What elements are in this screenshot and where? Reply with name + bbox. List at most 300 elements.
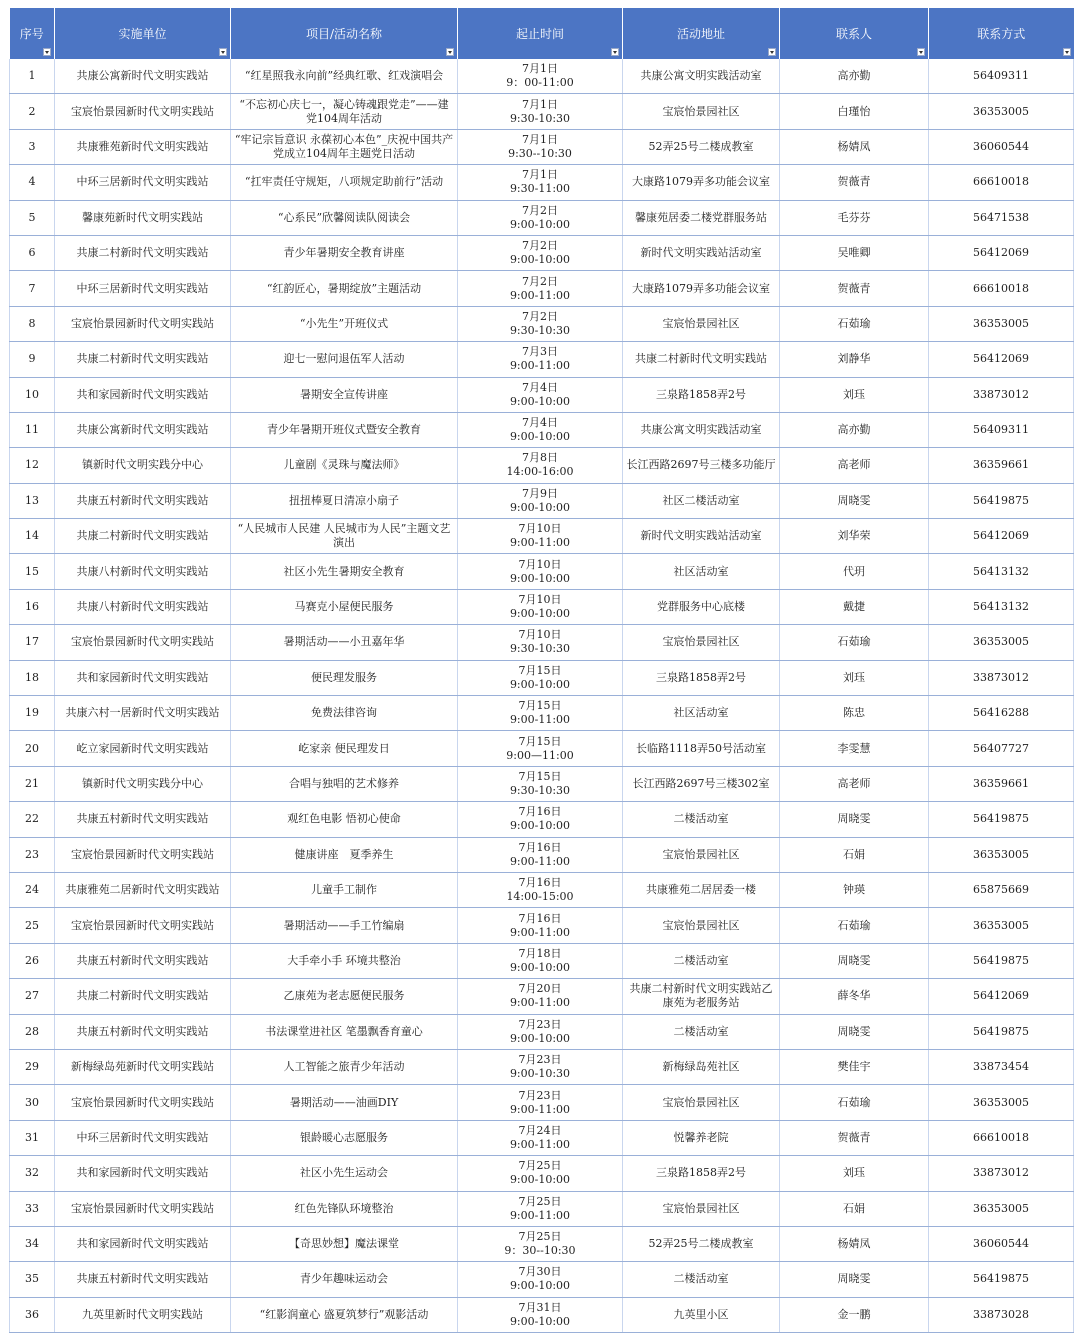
cell-time bbox=[458, 483, 623, 518]
cell-address: 新时代文明实践站活动室 bbox=[623, 235, 780, 270]
cell-contact: 毛芬芬 bbox=[780, 200, 929, 235]
cell-name: 观红色电影 悟初心使命 bbox=[231, 802, 458, 837]
cell-unit: 宝宸怡景园新时代文明实践站 bbox=[55, 306, 231, 341]
cell-phone: 56419875 bbox=[929, 802, 1074, 837]
cell-phone: 36353005 bbox=[929, 94, 1074, 129]
cell-unit: 共康五村新时代文明实践站 bbox=[55, 483, 231, 518]
cell-address: 三泉路1858弄2号 bbox=[623, 1156, 780, 1191]
cell-phone: 33873012 bbox=[929, 1156, 1074, 1191]
cell-address: 宝宸怡景园社区 bbox=[623, 908, 780, 943]
cell-no: 35 bbox=[10, 1262, 55, 1297]
table-row bbox=[10, 129, 1074, 164]
cell-date: 7月9日 bbox=[522, 486, 558, 500]
cell-time bbox=[458, 589, 623, 624]
cell-phone: 56407727 bbox=[929, 731, 1074, 766]
cell-date: 7月25日 bbox=[518, 1159, 562, 1173]
cell-time bbox=[458, 979, 623, 1014]
cell-phone: 56413132 bbox=[929, 554, 1074, 589]
cell-date: 7月23日 bbox=[518, 1017, 562, 1031]
cell-hours: 9:00-10:00 bbox=[509, 430, 571, 444]
cell-unit: 中环三居新时代文明实践站 bbox=[55, 1120, 231, 1155]
cell-date: 7月1日 bbox=[522, 97, 558, 111]
table-row bbox=[10, 377, 1074, 412]
table-row bbox=[10, 412, 1074, 447]
cell-hours: 9:00-10:00 bbox=[509, 217, 571, 231]
cell-address: 共康二村新时代文明实践站乙康苑为老服务站 bbox=[623, 979, 780, 1014]
cell-name: 社区小先生暑期安全教育 bbox=[231, 554, 458, 589]
cell-name: 暑期安全宣传讲座 bbox=[231, 377, 458, 412]
cell-contact: 石娟 bbox=[780, 837, 929, 872]
table-row bbox=[10, 837, 1074, 872]
cell-address: 宝宸怡景园社区 bbox=[623, 94, 780, 129]
cell-unit: 中环三居新时代文明实践站 bbox=[55, 165, 231, 200]
cell-date: 7月15日 bbox=[518, 663, 562, 677]
cell-time bbox=[458, 696, 623, 731]
cell-time bbox=[458, 872, 623, 907]
cell-address: 二楼活动室 bbox=[623, 1014, 780, 1049]
cell-contact: 高老师 bbox=[780, 448, 929, 483]
cell-time bbox=[458, 200, 623, 235]
cell-phone: 56419875 bbox=[929, 1014, 1074, 1049]
cell-unit: 共和家园新时代文明实践站 bbox=[55, 377, 231, 412]
cell-unit: 宝宸怡景园新时代文明实践站 bbox=[55, 94, 231, 129]
cell-contact: 高亦勤 bbox=[780, 59, 929, 94]
cell-time bbox=[458, 1120, 623, 1155]
cell-phone: 36353005 bbox=[929, 908, 1074, 943]
table-row bbox=[10, 342, 1074, 377]
cell-name: 屹家亲 便民理发日 bbox=[231, 731, 458, 766]
cell-contact: 刘静华 bbox=[780, 342, 929, 377]
cell-hours: 9:00-10:00 bbox=[509, 394, 571, 408]
table-row bbox=[10, 731, 1074, 766]
cell-time bbox=[458, 1262, 623, 1297]
cell-no: 23 bbox=[10, 837, 55, 872]
cell-no: 25 bbox=[10, 908, 55, 943]
cell-name: 扭扭棒夏日清凉小扇子 bbox=[231, 483, 458, 518]
cell-no: 11 bbox=[10, 412, 55, 447]
table-row bbox=[10, 1191, 1074, 1226]
cell-date: 7月10日 bbox=[518, 628, 562, 642]
cell-date: 7月1日 bbox=[522, 132, 558, 146]
cell-time bbox=[458, 306, 623, 341]
cell-contact: 杨婧凤 bbox=[780, 1226, 929, 1261]
cell-no: 22 bbox=[10, 802, 55, 837]
cell-contact: 代玥 bbox=[780, 554, 929, 589]
cell-phone: 36060544 bbox=[929, 1226, 1074, 1261]
table-row bbox=[10, 625, 1074, 660]
cell-no: 21 bbox=[10, 766, 55, 801]
table-row bbox=[10, 200, 1074, 235]
cell-phone: 56412069 bbox=[929, 519, 1074, 554]
cell-name: 人工智能之旅青少年活动 bbox=[231, 1049, 458, 1084]
table-row bbox=[10, 943, 1074, 978]
cell-contact: 钟瑛 bbox=[780, 872, 929, 907]
cell-hours: 14:00-15:00 bbox=[506, 890, 574, 904]
cell-contact: 李雯慧 bbox=[780, 731, 929, 766]
cell-phone: 66610018 bbox=[929, 271, 1074, 306]
cell-time bbox=[458, 377, 623, 412]
cell-name: 社区小先生运动会 bbox=[231, 1156, 458, 1191]
cell-time bbox=[458, 1085, 623, 1120]
cell-phone: 36060544 bbox=[929, 129, 1074, 164]
filter-dropdown-icon[interactable] bbox=[219, 48, 227, 56]
cell-address: 社区二楼活动室 bbox=[623, 483, 780, 518]
cell-no: 9 bbox=[10, 342, 55, 377]
header-address: 活动地址 bbox=[623, 8, 780, 59]
cell-phone: 33873454 bbox=[929, 1049, 1074, 1084]
cell-unit: 共康五村新时代文明实践站 bbox=[55, 802, 231, 837]
cell-no: 7 bbox=[10, 271, 55, 306]
cell-no: 18 bbox=[10, 660, 55, 695]
cell-hours: 9:00-11:00 bbox=[509, 854, 571, 868]
filter-dropdown-icon[interactable] bbox=[446, 48, 454, 56]
cell-address: 社区活动室 bbox=[623, 696, 780, 731]
cell-contact: 周晓雯 bbox=[780, 483, 929, 518]
table-row bbox=[10, 1262, 1074, 1297]
cell-unit: 共康六村一居新时代文明实践站 bbox=[55, 696, 231, 731]
cell-name: “小先生”开班仪式 bbox=[231, 306, 458, 341]
table-row bbox=[10, 1120, 1074, 1155]
cell-date: 7月15日 bbox=[518, 734, 562, 748]
cell-unit: 宝宸怡景园新时代文明实践站 bbox=[55, 837, 231, 872]
cell-name: 书法课堂进社区 笔墨飘香育童心 bbox=[231, 1014, 458, 1049]
cell-address: 三泉路1858弄2号 bbox=[623, 377, 780, 412]
cell-hours: 9:00-10:00 bbox=[509, 1031, 571, 1045]
cell-time bbox=[458, 625, 623, 660]
cell-name: 便民理发服务 bbox=[231, 660, 458, 695]
table-row bbox=[10, 766, 1074, 801]
cell-unit: 屹立家园新时代文明实践站 bbox=[55, 731, 231, 766]
filter-dropdown-icon[interactable] bbox=[768, 48, 776, 56]
cell-address: 共康雅苑二居居委一楼 bbox=[623, 872, 780, 907]
cell-date: 7月16日 bbox=[518, 876, 562, 890]
cell-contact: 石茹瑜 bbox=[780, 908, 929, 943]
cell-contact: 石娟 bbox=[780, 1191, 929, 1226]
table-row bbox=[10, 59, 1074, 94]
cell-date: 7月23日 bbox=[518, 1053, 562, 1067]
cell-address: 新时代文明实践站活动室 bbox=[623, 519, 780, 554]
header-time: 起止时间 bbox=[458, 8, 623, 59]
cell-name: 迎七一慰问退伍军人活动 bbox=[231, 342, 458, 377]
cell-date: 7月10日 bbox=[518, 522, 562, 536]
cell-no: 26 bbox=[10, 943, 55, 978]
cell-time bbox=[458, 342, 623, 377]
cell-time bbox=[458, 908, 623, 943]
table-row bbox=[10, 1085, 1074, 1120]
cell-date: 7月18日 bbox=[518, 946, 562, 960]
cell-time bbox=[458, 519, 623, 554]
cell-time bbox=[458, 837, 623, 872]
cell-contact: 周晓雯 bbox=[780, 802, 929, 837]
cell-unit: 共康八村新时代文明实践站 bbox=[55, 554, 231, 589]
cell-unit: 共康五村新时代文明实践站 bbox=[55, 1262, 231, 1297]
cell-hours: 9:00-11:00 bbox=[509, 1208, 571, 1222]
cell-unit: 镇新时代文明实践分中心 bbox=[55, 448, 231, 483]
cell-contact: 石茹瑜 bbox=[780, 625, 929, 660]
cell-phone: 56419875 bbox=[929, 483, 1074, 518]
cell-address: 二楼活动室 bbox=[623, 802, 780, 837]
cell-hours: 9:30-10:30 bbox=[509, 784, 571, 797]
cell-hours: 14:00-16:00 bbox=[506, 465, 574, 479]
cell-address: 长江西路2697号三楼多功能厅 bbox=[623, 448, 780, 483]
cell-contact: 杨婧凤 bbox=[780, 129, 929, 164]
cell-date: 7月4日 bbox=[522, 380, 558, 394]
cell-name: 大手牵小手 环境共整治 bbox=[231, 943, 458, 978]
cell-phone: 56416288 bbox=[929, 696, 1074, 731]
table-row bbox=[10, 94, 1074, 129]
cell-time bbox=[458, 554, 623, 589]
cell-address: 新梅绿岛苑社区 bbox=[623, 1049, 780, 1084]
cell-hours: 9:00-10:00 bbox=[509, 1279, 571, 1293]
cell-unit: 共康公寓新时代文明实践站 bbox=[55, 412, 231, 447]
cell-phone: 36353005 bbox=[929, 1085, 1074, 1120]
table-row bbox=[10, 908, 1074, 943]
cell-unit: 共康五村新时代文明实践站 bbox=[55, 1014, 231, 1049]
cell-date: 7月3日 bbox=[522, 345, 558, 359]
cell-phone: 56412069 bbox=[929, 235, 1074, 270]
cell-unit: 共康公寓新时代文明实践站 bbox=[55, 59, 231, 94]
cell-address: 共康公寓文明实践活动室 bbox=[623, 59, 780, 94]
cell-contact: 金一鹏 bbox=[780, 1297, 929, 1332]
table-row bbox=[10, 448, 1074, 483]
cell-name: 青少年暑期安全教育讲座 bbox=[231, 235, 458, 270]
cell-no: 5 bbox=[10, 200, 55, 235]
cell-date: 7月10日 bbox=[518, 557, 562, 571]
cell-unit: 共和家园新时代文明实践站 bbox=[55, 1156, 231, 1191]
cell-no: 1 bbox=[10, 59, 55, 94]
cell-hours: 9：00-11:00 bbox=[506, 76, 574, 90]
cell-date: 7月16日 bbox=[518, 840, 562, 854]
cell-date: 7月23日 bbox=[518, 1088, 562, 1102]
cell-phone: 66610018 bbox=[929, 1120, 1074, 1155]
cell-no: 8 bbox=[10, 306, 55, 341]
cell-hours: 9:00-10:00 bbox=[509, 1173, 571, 1187]
cell-phone: 33873012 bbox=[929, 660, 1074, 695]
filter-dropdown-icon[interactable] bbox=[917, 48, 925, 56]
cell-contact: 贺薇青 bbox=[780, 1120, 929, 1155]
cell-no: 16 bbox=[10, 589, 55, 624]
cell-phone: 33873012 bbox=[929, 377, 1074, 412]
cell-phone: 36353005 bbox=[929, 306, 1074, 341]
cell-time bbox=[458, 802, 623, 837]
cell-contact: 薛冬华 bbox=[780, 979, 929, 1014]
cell-time bbox=[458, 1156, 623, 1191]
cell-name: “心系民”欣馨阅读队阅读会 bbox=[231, 200, 458, 235]
cell-address: 52弄25号二楼成教室 bbox=[623, 129, 780, 164]
filter-dropdown-icon[interactable] bbox=[1063, 48, 1071, 56]
table-row bbox=[10, 802, 1074, 837]
cell-no: 20 bbox=[10, 731, 55, 766]
table-row bbox=[10, 519, 1074, 554]
cell-name: 暑期活动——手工竹编扇 bbox=[231, 908, 458, 943]
cell-hours: 9:00-11:00 bbox=[509, 1102, 571, 1116]
cell-time bbox=[458, 1014, 623, 1049]
cell-hours: 9:00-10:30 bbox=[509, 1067, 571, 1081]
cell-contact: 贺薇青 bbox=[780, 271, 929, 306]
cell-no: 19 bbox=[10, 696, 55, 731]
cell-no: 17 bbox=[10, 625, 55, 660]
filter-dropdown-icon[interactable] bbox=[43, 48, 51, 56]
cell-no: 36 bbox=[10, 1297, 55, 1332]
cell-unit: 共康二村新时代文明实践站 bbox=[55, 235, 231, 270]
cell-contact: 周晓雯 bbox=[780, 1014, 929, 1049]
cell-date: 7月16日 bbox=[518, 911, 562, 925]
table-row bbox=[10, 660, 1074, 695]
cell-contact: 高老师 bbox=[780, 766, 929, 801]
cell-hours: 9:30--10:30 bbox=[508, 146, 572, 160]
cell-date: 7月16日 bbox=[518, 805, 562, 819]
cell-no: 24 bbox=[10, 872, 55, 907]
header-phone: 联系方式 bbox=[929, 8, 1074, 59]
cell-date: 7月15日 bbox=[518, 699, 562, 713]
table-row bbox=[10, 483, 1074, 518]
cell-address: 长江西路2697号三楼302室 bbox=[623, 766, 780, 801]
cell-phone: 56409311 bbox=[929, 412, 1074, 447]
filter-dropdown-icon[interactable] bbox=[611, 48, 619, 56]
cell-address: 党群服务中心底楼 bbox=[623, 589, 780, 624]
cell-no: 6 bbox=[10, 235, 55, 270]
cell-no: 3 bbox=[10, 129, 55, 164]
cell-time bbox=[458, 1226, 623, 1261]
cell-contact: 樊佳宇 bbox=[780, 1049, 929, 1084]
cell-unit: 新梅绿岛苑新时代文明实践站 bbox=[55, 1049, 231, 1084]
cell-date: 7月10日 bbox=[518, 593, 562, 607]
cell-contact: 高亦勤 bbox=[780, 412, 929, 447]
cell-address: 悦馨养老院 bbox=[623, 1120, 780, 1155]
cell-unit: 镇新时代文明实践分中心 bbox=[55, 766, 231, 801]
cell-hours: 9:00-11:00 bbox=[509, 996, 571, 1010]
cell-time bbox=[458, 731, 623, 766]
cell-address: 三泉路1858弄2号 bbox=[623, 660, 780, 695]
cell-name: 儿童剧《灵珠与魔法师》 bbox=[231, 448, 458, 483]
header-unit: 实施单位 bbox=[55, 8, 231, 59]
cell-unit: 共康五村新时代文明实践站 bbox=[55, 943, 231, 978]
cell-contact: 周晓雯 bbox=[780, 1262, 929, 1297]
cell-unit: 共和家园新时代文明实践站 bbox=[55, 660, 231, 695]
cell-hours: 9:00-10:00 bbox=[509, 677, 571, 691]
cell-time bbox=[458, 129, 623, 164]
cell-phone: 36353005 bbox=[929, 1191, 1074, 1226]
header-name: 项目/活动名称 bbox=[231, 8, 458, 59]
cell-unit: 共康雅苑二居新时代文明实践站 bbox=[55, 872, 231, 907]
cell-date: 7月4日 bbox=[522, 416, 558, 430]
cell-date: 7月1日 bbox=[522, 62, 558, 76]
cell-hours: 9:00-10:00 bbox=[509, 500, 571, 514]
cell-unit: 共和家园新时代文明实践站 bbox=[55, 1226, 231, 1261]
header-no: 序号 bbox=[10, 8, 55, 59]
cell-contact: 刘华荣 bbox=[780, 519, 929, 554]
cell-date: 7月15日 bbox=[518, 770, 562, 783]
cell-unit: 共康雅苑新时代文明实践站 bbox=[55, 129, 231, 164]
cell-hours: 9：30--10:30 bbox=[504, 1244, 576, 1258]
table-row bbox=[10, 979, 1074, 1014]
table-row bbox=[10, 589, 1074, 624]
cell-phone: 66610018 bbox=[929, 165, 1074, 200]
cell-hours: 9:00-10:00 bbox=[509, 819, 571, 833]
table-row bbox=[10, 1014, 1074, 1049]
cell-hours: 9:00-11:00 bbox=[509, 713, 571, 727]
cell-name: 乙康苑为老志愿便民服务 bbox=[231, 979, 458, 1014]
cell-phone: 36359661 bbox=[929, 448, 1074, 483]
cell-address: 宝宸怡景园社区 bbox=[623, 837, 780, 872]
cell-name: 银龄暖心志愿服务 bbox=[231, 1120, 458, 1155]
cell-unit: 宝宸怡景园新时代文明实践站 bbox=[55, 1085, 231, 1120]
cell-no: 13 bbox=[10, 483, 55, 518]
cell-unit: 宝宸怡景园新时代文明实践站 bbox=[55, 908, 231, 943]
cell-hours: 9:30-11:00 bbox=[509, 182, 571, 196]
cell-unit: 共康八村新时代文明实践站 bbox=[55, 589, 231, 624]
cell-no: 29 bbox=[10, 1049, 55, 1084]
cell-hours: 9:00-10:00 bbox=[509, 571, 571, 585]
cell-address: 大康路1079弄多功能会议室 bbox=[623, 271, 780, 306]
cell-unit: 共康二村新时代文明实践站 bbox=[55, 342, 231, 377]
cell-hours: 9:00-10:00 bbox=[509, 960, 571, 974]
cell-contact: 吴唯卿 bbox=[780, 235, 929, 270]
cell-hours: 9:00-11:00 bbox=[509, 925, 571, 939]
table-body bbox=[10, 59, 1074, 1333]
cell-name: “红韵匠心，暑期绽放”主题活动 bbox=[231, 271, 458, 306]
cell-name: 红色先锋队环境整治 bbox=[231, 1191, 458, 1226]
cell-no: 32 bbox=[10, 1156, 55, 1191]
cell-address: 大康路1079弄多功能会议室 bbox=[623, 165, 780, 200]
cell-address: 二楼活动室 bbox=[623, 943, 780, 978]
cell-address: 宝宸怡景园社区 bbox=[623, 1085, 780, 1120]
cell-hours: 9:30-10:30 bbox=[509, 111, 571, 125]
cell-phone: 56419875 bbox=[929, 1262, 1074, 1297]
cell-no: 10 bbox=[10, 377, 55, 412]
cell-no: 34 bbox=[10, 1226, 55, 1261]
cell-name: 健康讲座 夏季养生 bbox=[231, 837, 458, 872]
cell-address: 馨康苑居委二楼党群服务站 bbox=[623, 200, 780, 235]
cell-name: “不忘初心庆七一，凝心铸魂跟党走”——建党104周年活动 bbox=[231, 94, 458, 129]
table-row bbox=[10, 554, 1074, 589]
cell-address: 宝宸怡景园社区 bbox=[623, 1191, 780, 1226]
cell-contact: 戴捷 bbox=[780, 589, 929, 624]
cell-no: 30 bbox=[10, 1085, 55, 1120]
cell-no: 15 bbox=[10, 554, 55, 589]
table-row bbox=[10, 1049, 1074, 1084]
cell-contact: 贺薇青 bbox=[780, 165, 929, 200]
table-row bbox=[10, 872, 1074, 907]
cell-unit: 馨康苑新时代文明实践站 bbox=[55, 200, 231, 235]
cell-contact: 刘珏 bbox=[780, 1156, 929, 1191]
cell-phone: 56471538 bbox=[929, 200, 1074, 235]
cell-hours: 9:00-11:00 bbox=[509, 359, 571, 373]
cell-phone: 36359661 bbox=[929, 766, 1074, 801]
cell-name: 【奇思妙想】魔法课堂 bbox=[231, 1226, 458, 1261]
cell-no: 12 bbox=[10, 448, 55, 483]
cell-phone: 56413132 bbox=[929, 589, 1074, 624]
cell-name: “扛牢责任守规矩，八项规定助前行”活动 bbox=[231, 165, 458, 200]
cell-phone: 65875669 bbox=[929, 872, 1074, 907]
cell-name: 暑期活动——小丑嘉年华 bbox=[231, 625, 458, 660]
cell-name: 免费法律咨询 bbox=[231, 696, 458, 731]
cell-time bbox=[458, 271, 623, 306]
cell-time bbox=[458, 165, 623, 200]
cell-address: 长临路1118弄50号活动室 bbox=[623, 731, 780, 766]
cell-date: 7月31日 bbox=[518, 1300, 562, 1314]
table-row bbox=[10, 1156, 1074, 1191]
table-row bbox=[10, 1297, 1074, 1332]
cell-no: 28 bbox=[10, 1014, 55, 1049]
cell-contact: 石茹瑜 bbox=[780, 306, 929, 341]
table-row bbox=[10, 306, 1074, 341]
header-contact: 联系人 bbox=[780, 8, 929, 59]
cell-time bbox=[458, 660, 623, 695]
cell-date: 7月30日 bbox=[518, 1265, 562, 1279]
cell-date: 7月2日 bbox=[522, 203, 558, 217]
cell-time bbox=[458, 1191, 623, 1226]
